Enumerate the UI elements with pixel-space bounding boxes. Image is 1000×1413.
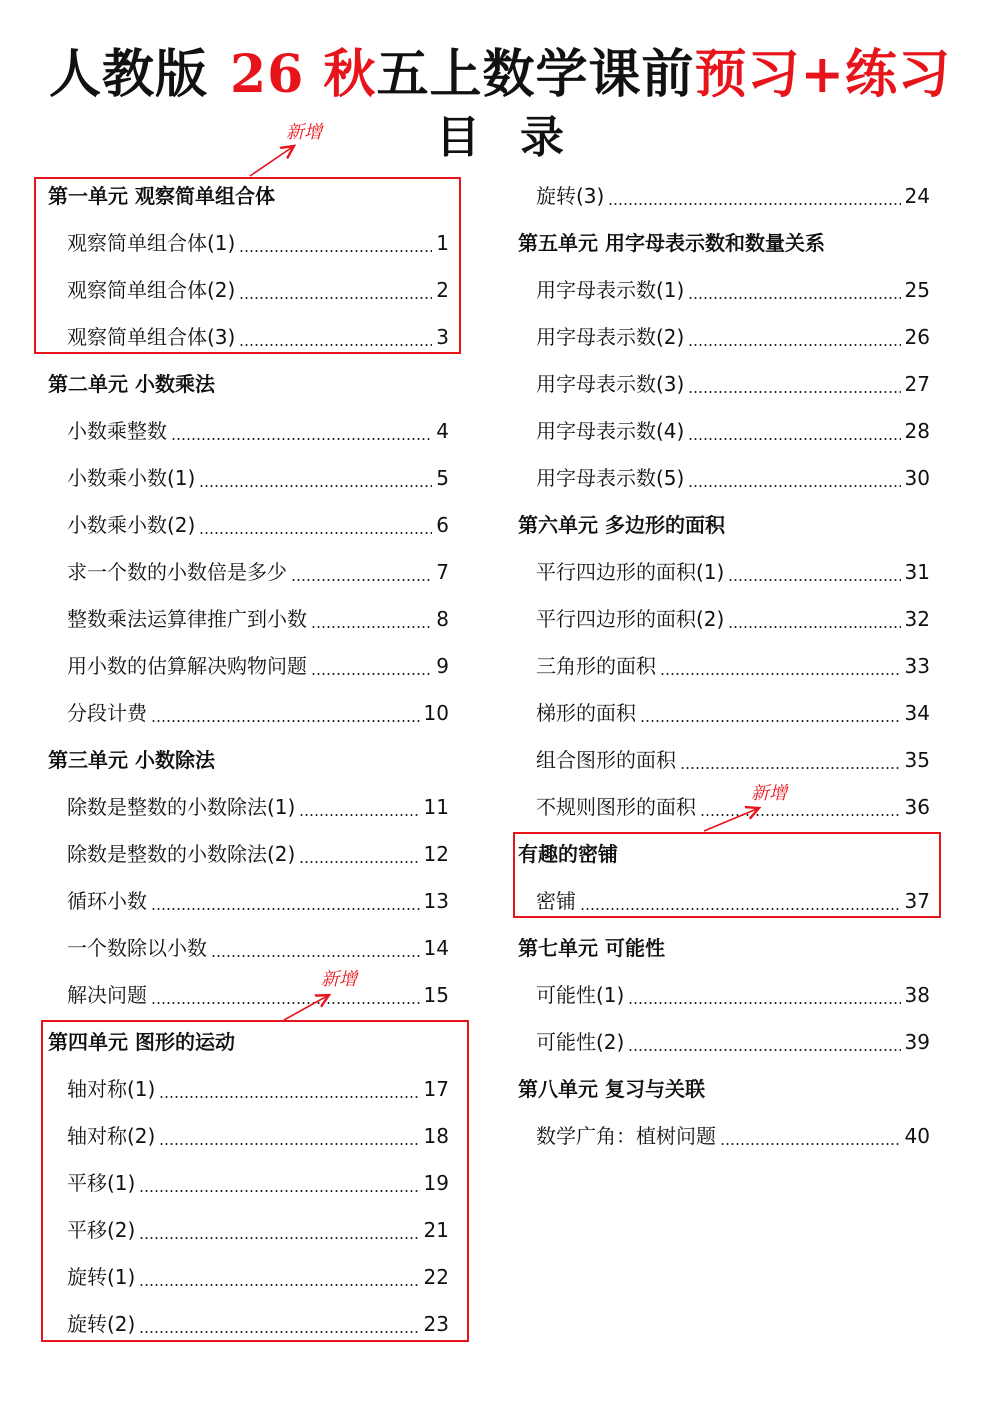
toc-entry-title: 平移(2) [67,1217,136,1242]
toc-unit-title: 第一单元 观察简单组合体 [48,183,275,208]
toc-entry-title: 平行四边形的面积(1) [536,559,725,584]
toc-entry-title: 一个数除以小数 [67,935,207,960]
toc-page-number: 23 [423,1311,449,1336]
title-publisher: 人教版 [48,44,208,105]
toc-page-number: 37 [904,888,930,913]
toc-unit-title: 第三单元 小数除法 [48,747,215,772]
toc-entry-title: 用字母表示数(4) [536,418,685,443]
toc-page-number: 3 [436,324,449,349]
toc-entry-title: 三角形的面积 [536,653,656,678]
toc-entry-title: 整数乘法运算律推广到小数 [67,606,307,631]
toc-page-number: 15 [423,982,449,1007]
toc-page-number: 39 [904,1029,930,1054]
toc-page-number: 40 [904,1123,930,1148]
toc-entry-title: 分段计费 [67,700,147,725]
toc-page-number: 22 [423,1264,449,1289]
toc-entry-title: 用字母表示数(1) [536,277,685,302]
new-label: 新增 [286,122,322,143]
toc-page-number: 2 [436,277,449,302]
toc-page-number: 26 [904,324,930,349]
toc-page-number: 36 [904,794,930,819]
toc-entry-title: 除数是整数的小数除法(2) [67,841,296,866]
toc-page-number: 28 [904,418,930,443]
toc-entry-title: 循环小数 [67,888,147,913]
toc-unit-title: 第四单元 图形的运动 [48,1029,235,1054]
toc-page-number: 18 [423,1123,449,1148]
toc-entry-title: 用字母表示数(3) [536,371,685,396]
toc-page-number: 35 [904,747,930,772]
toc-unit-title: 第五单元 用字母表示数和数量关系 [518,230,825,255]
toc-entry-title: 用小数的估算解决购物问题 [67,653,307,678]
toc-entry-title: 平行四边形的面积(2) [536,606,725,631]
toc-page-number: 27 [904,371,930,396]
toc-entry-title: 密铺 [536,888,576,913]
toc-page-number: 33 [904,653,930,678]
toc-heading: 目录 [436,112,604,163]
toc-entry-title: 可能性(2) [536,1029,625,1054]
toc-entry-title: 求一个数的小数倍是多少 [67,559,287,584]
toc-unit-title: 第六单元 多边形的面积 [518,512,725,537]
toc-unit-title: 第八单元 复习与关联 [518,1076,705,1101]
toc-entry-title: 小数乘小数(2) [67,512,196,537]
toc-page-number: 38 [904,982,930,1007]
title-semester: 26 秋 [229,44,377,105]
toc-page-number: 12 [423,841,449,866]
toc-entry-title: 轴对称(1) [67,1076,156,1101]
toc-entry-title: 旋转(2) [67,1311,136,1336]
toc-page-number: 30 [904,465,930,490]
toc-entry-title: 观察简单组合体(2) [67,277,236,302]
toc-page-number: 17 [423,1076,449,1101]
toc-page-number: 10 [423,700,449,725]
toc-page-number: 7 [436,559,449,584]
toc-page-number: 32 [904,606,930,631]
toc-entry-title: 不规则图形的面积 [536,794,696,819]
toc-page-number: 21 [423,1217,449,1242]
new-label: 新增 [751,783,787,804]
toc-entry-title: 可能性(1) [536,982,625,1007]
toc-unit-title: 第二单元 小数乘法 [48,371,215,396]
new-label: 新增 [321,969,357,990]
toc-entry-title: 数学广角：植树问题 [536,1123,716,1148]
toc-entry-title: 梯形的面积 [536,700,636,725]
toc-page-number: 31 [904,559,930,584]
toc-page-number: 13 [423,888,449,913]
toc-entry-title: 用字母表示数(2) [536,324,685,349]
toc-page-number: 19 [423,1170,449,1195]
toc-page-number: 9 [436,653,449,678]
toc-page-number: 5 [436,465,449,490]
toc-entry-title: 除数是整数的小数除法(1) [67,794,296,819]
toc-entry-title: 旋转(1) [67,1264,136,1289]
toc-entry-title: 小数乘小数(1) [67,465,196,490]
toc-entry-title: 轴对称(2) [67,1123,156,1148]
toc-page-number: 1 [436,230,449,255]
toc-page-number: 14 [423,935,449,960]
toc-unit-title: 有趣的密铺 [518,841,618,866]
title-type: 预习+练习 [694,44,952,105]
toc-page-number: 34 [904,700,930,725]
toc-entry-title: 观察简单组合体(1) [67,230,236,255]
toc-page-number: 8 [436,606,449,631]
toc-unit-title: 第七单元 可能性 [518,935,665,960]
toc-entry-title: 小数乘整数 [67,418,167,443]
toc-entry-title: 平移(1) [67,1170,136,1195]
toc-entry-title: 用字母表示数(5) [536,465,685,490]
toc-entry-title: 旋转(3) [536,183,605,208]
toc-page-number: 11 [423,794,449,819]
toc-entry-title: 观察简单组合体(3) [67,324,236,349]
toc-page-number: 4 [436,418,449,443]
toc-entry-title: 组合图形的面积 [536,747,676,772]
toc-entry-title: 解决问题 [67,982,147,1007]
title-course: 五上数学课前 [376,44,695,105]
toc-page-number: 6 [436,512,449,537]
toc-page-number: 25 [904,277,930,302]
toc-page-number: 24 [904,183,930,208]
